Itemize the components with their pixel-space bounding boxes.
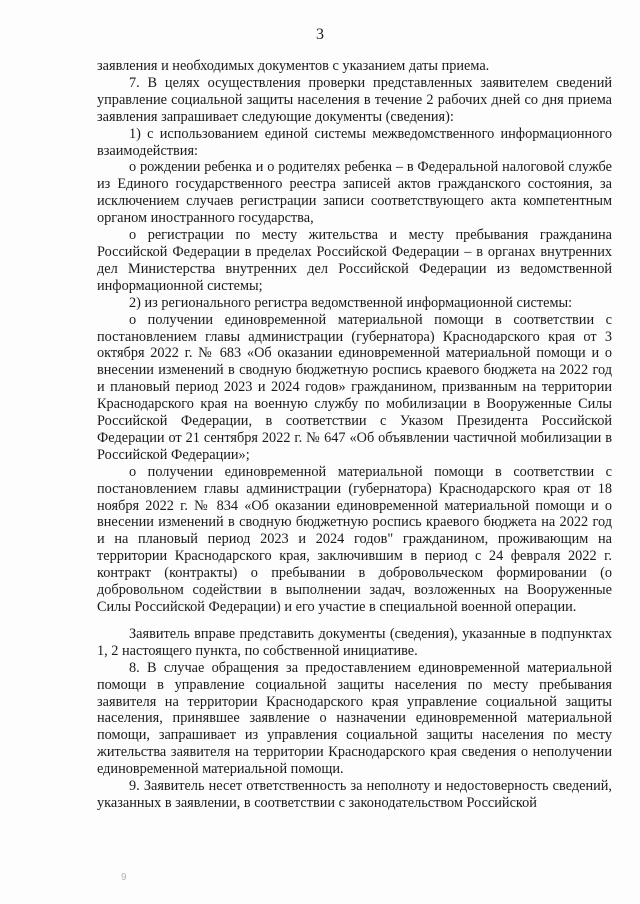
document-body [97, 58, 612, 812]
paragraph-2: 7. В целях осуществления проверки представленных заявителем сведений управление социальной защиты населения в течение 2 рабочих дней со дня приема заявления запрашивает следующие документы (сведения): [97, 74, 612, 125]
paragraph-8: о получении единовременной материальной помощи в соответствии с постановлением главы администрации (губернатора) Краснодарского края от 18 ноября 2022 г. № 834 «Об оказании единовременной материальной помощи и о внесении изменений в сводную бюджетную роспись краевого бюджета на 2022 год и на плановый период 2023 и 2024 годов" гражданином, проживающим на территории Краснодарского края, заключившим в период с 24 февраля 2022 г. контракт (контракты) о пребывании в добровольческом формировании (о добровольном содействии в выполнении задач, возложенных на Вооруженные Силы Российской Федерации) и его участие в специальной военной операции. [97, 463, 612, 615]
paragraph-3: 1) с использованием единой системы межведомственного информационного взаимодействия: [97, 125, 612, 159]
paragraph-10: 8. В случае обращения за предоставлением единовременной материальной помощи в управление социальной защиты населения по месту пребывания заявителя на территории Краснодарского края управление социальной защиты населения, принявшее заявление о назначении единовременной материальной помощи, запрашивает из управления социальной защиты населения по месту жительства заявителя на территории Краснодарского края сведения о неполучении единовременной материальной помощи. [97, 659, 612, 778]
paragraph-9: Заявитель вправе представить документы (сведения), указанные в подпунктах 1, 2 настоящего пункта, по собственной инициативе. [97, 625, 612, 659]
paragraph-5: о регистрации по месту жительства и месту пребывания гражданина Российской Федерации в пределах Российской Федерации – в органах внутренних дел Министерства внутренних дел Российской Федерации из ведомственной информационной системы; [97, 227, 612, 294]
margin-mark: 9 [121, 872, 127, 883]
paragraph-6: 2) из регионального регистра ведомственной информационной системы: [129, 294, 573, 311]
paragraph-11: 9. Заявитель несет ответственность за неполноту и недостоверность сведений, указанных в заявлении, в соответствии с законодательством Российской [97, 778, 612, 811]
page-number: 3 [316, 26, 324, 43]
paragraph-1: заявления и необходимых документов с указанием даты приема. [97, 58, 490, 74]
paragraph-7: о получении единовременной материальной помощи в соответствии с постановлением главы администрации (губернатора) Краснодарского края от 3 октября 2022 г. № 683 «Об оказании единовременной материальной помощи и о внесении изменений в сводную бюджетную роспись краевого бюджета на 2022 год и плановый период 2023 и 2024 годов» гражданином, призванным на территории Краснодарского края на военную службу по мобилизации в Вооруженные Силы Российской Федерации, в соответствии с Указом Президента Российской Федерации от 21 сентября 2022 г. № 647 «Об объявлении частичной мобилизации в Российской Федерации»; [97, 311, 612, 463]
paragraph-spacer [97, 616, 612, 626]
paragraph-4: о рождении ребенка и о родителях ребенка – в Федеральной налоговой службе из Единого государственного реестра записей актов гражданского состояния, за исключением случаев регистрации записи соответствующего акта компетентным органом иностранного государства, [97, 159, 612, 227]
